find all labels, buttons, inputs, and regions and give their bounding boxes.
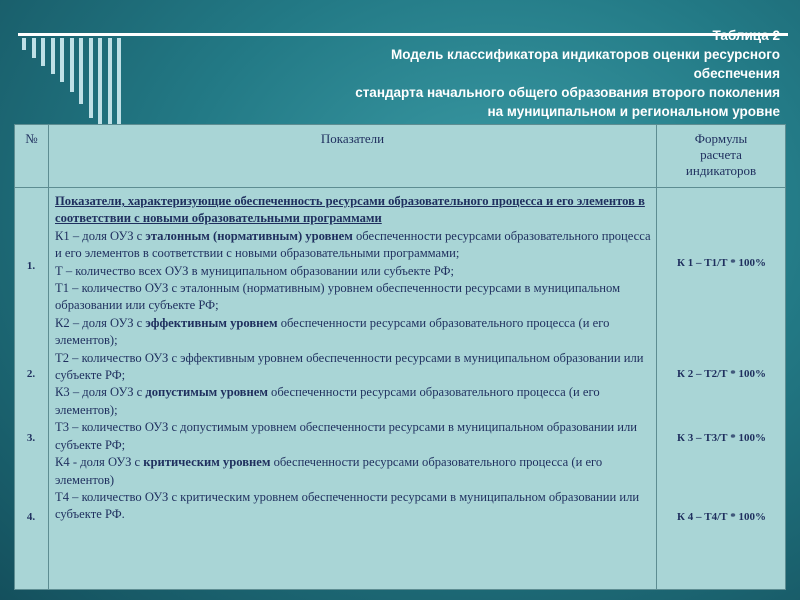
decorative-stripe xyxy=(89,38,93,118)
k1-post: обеспеченности ресурсами образовательного процесса и его элементов в соответствии с новыми образовательными программами; xyxy=(55,228,651,261)
k2-definition xyxy=(55,315,651,350)
decorative-stripe xyxy=(51,38,55,74)
decorative-stripe xyxy=(32,38,36,58)
k4-definition xyxy=(55,454,651,489)
formula-k2: К 2 – Т2/Т * 100% xyxy=(677,368,766,380)
header-number: № xyxy=(25,131,38,146)
decorative-stripe xyxy=(60,38,64,82)
row-number-1: 1. xyxy=(26,260,36,272)
decorative-stripe xyxy=(22,38,26,50)
indicators-text xyxy=(55,193,651,524)
title-line-2: Модель классификатора индикаторов оценки ресурсного xyxy=(391,47,780,62)
title-line-4: стандарта начального общего образования второго поколения xyxy=(355,85,780,100)
header-divider xyxy=(15,187,785,188)
column-divider xyxy=(656,125,657,589)
decorative-stripe xyxy=(98,38,102,133)
column-divider xyxy=(48,125,49,589)
slide-title xyxy=(240,26,780,121)
t-definition: Т – количество всех ОУЗ в муниципальном образовании или субъекте РФ; xyxy=(55,263,454,278)
k2-level: эффективным уровнем xyxy=(145,315,278,330)
k4-pre: К4 - доля ОУЗ с xyxy=(55,455,144,470)
decorative-stripe xyxy=(79,38,83,104)
header-formulas-line-2: расчета xyxy=(700,147,742,162)
k1-level: эталонным (нормативным) уровнем xyxy=(145,228,353,243)
section-heading: Показатели, характеризующие обеспеченность ресурсами образовательного процесса и его элементов в соответствии с новыми образовательными программами xyxy=(55,194,645,226)
decorative-stripe xyxy=(70,38,74,92)
header-formulas-line-3: индикаторов xyxy=(685,163,757,178)
k1-pre: К1 – доля ОУЗ с xyxy=(55,228,146,243)
k2-post: обеспеченности ресурсами образовательного процесса (и его элементов); xyxy=(55,315,610,348)
t4-definition: Т4 – количество ОУЗ с критическим уровнем обеспеченности ресурсами в муниципальном образовании или субъекте РФ. xyxy=(55,489,640,522)
k3-post: обеспеченности ресурсами образовательного процесса (и его элементов); xyxy=(55,385,600,417)
t3-definition: Т3 – количество ОУЗ с допустимым уровнем обеспеченности ресурсами в муниципальном образовании или субъекте РФ; xyxy=(55,420,638,452)
title-line-1: Таблица 2 xyxy=(712,28,780,43)
row-number-2: 2. xyxy=(26,368,36,380)
title-line-3: обеспечения xyxy=(693,66,780,81)
header-formulas-line-1: Формулы xyxy=(694,131,748,146)
k1-definition xyxy=(55,228,651,263)
formula-k4: К 4 – Т4/Т * 100% xyxy=(677,511,766,523)
classifier-table xyxy=(14,124,786,590)
k4-post: обеспеченности ресурсами образовательного процесса (и его элементов) xyxy=(55,455,603,487)
k4-level: критическим уровнем xyxy=(143,455,271,470)
t2-definition: Т2 – количество ОУЗ с эффективным уровнем обеспеченности ресурсами в муниципальном образовании или субъекте РФ; xyxy=(55,350,644,383)
formula-k1: К 1 – Т1/Т * 100% xyxy=(677,257,766,269)
header-indicators: Показатели xyxy=(320,131,385,146)
t1-definition: Т1 – количество ОУЗ с эталонным (нормативным) уровнем обеспеченности ресурсами в муниципальном образовании или субъекте РФ; xyxy=(55,281,621,313)
header-formulas xyxy=(657,131,785,179)
decorative-stripe xyxy=(41,38,45,66)
k3-level: допустимым уровнем xyxy=(145,385,268,400)
formula-k3: К 3 – Т3/Т * 100% xyxy=(677,432,766,444)
k3-definition xyxy=(55,384,651,419)
k2-pre: К2 – доля ОУЗ с xyxy=(55,315,146,330)
row-number-4: 4. xyxy=(26,511,36,523)
title-line-5: на муниципальном и региональном уровне xyxy=(487,104,780,119)
row-number-3: 3. xyxy=(26,432,36,444)
k3-pre: К3 – доля ОУЗ с xyxy=(55,385,146,400)
